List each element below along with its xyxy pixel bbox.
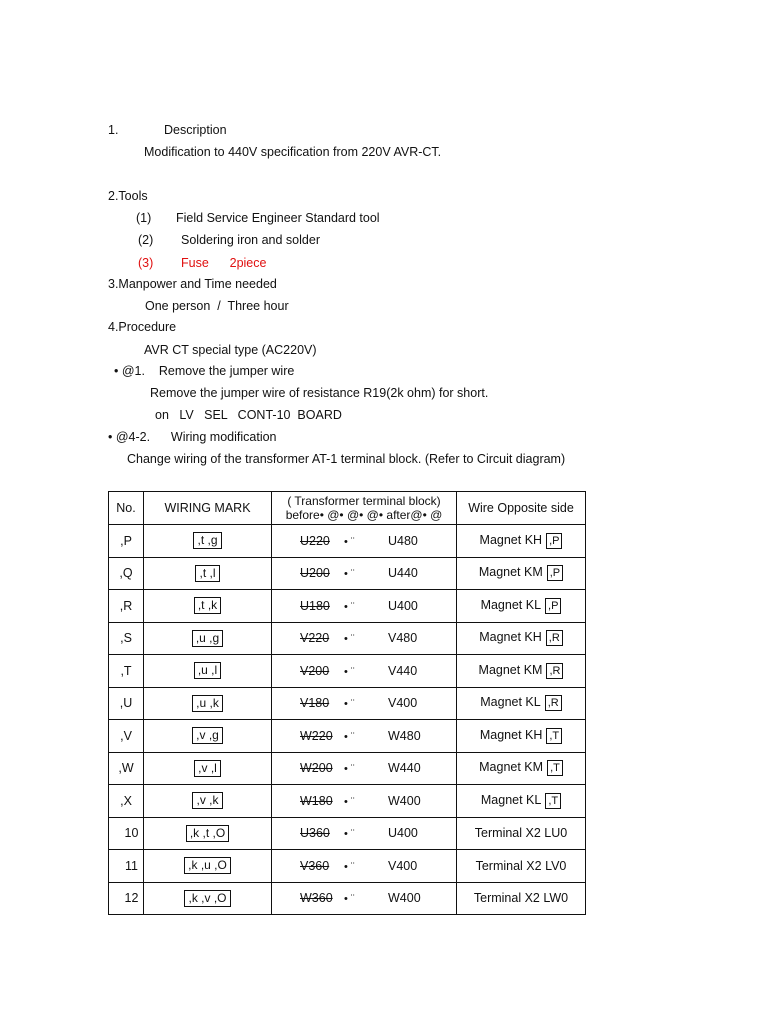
opposite-terminal-box: ,R	[545, 695, 562, 711]
wiring-mark: ,k ,v ,O	[184, 890, 230, 907]
wiring-mark: ,u ,g	[192, 630, 223, 647]
opposite-terminal-box: ,P	[546, 533, 562, 549]
wiring-mark: ,k ,t ,O	[186, 825, 229, 842]
opposite-side-label: Terminal X2 LV0	[475, 858, 567, 873]
tool-2-text: Soldering iron and solder	[181, 233, 320, 247]
row-number: 12	[109, 882, 144, 915]
table-row	[109, 720, 586, 753]
step-2-text: Change wiring of the transformer AT-1 terminal block. (Refer to Circuit diagram)	[127, 452, 566, 466]
opposite-side-label: Magnet KL	[480, 597, 542, 612]
header-terminal-block	[272, 492, 457, 525]
row-number: ,P	[109, 525, 144, 558]
wiring-mark: ,t ,g	[193, 532, 221, 549]
table-row	[109, 557, 586, 590]
opposite-terminal-box: ,R	[546, 630, 563, 646]
opposite-side-cell	[457, 557, 586, 590]
section-1-text: Modification to 440V specification from 220V AVR-CT.	[144, 145, 442, 159]
row-number: ,R	[109, 590, 144, 623]
opposite-side-cell	[457, 882, 586, 915]
terminal-change-cell	[272, 720, 457, 753]
before-terminal: U180	[300, 598, 330, 613]
after-terminal: U440	[388, 566, 418, 581]
before-terminal: U200	[300, 566, 330, 581]
wiring-mark-cell	[144, 817, 272, 850]
terminal-change-cell	[272, 752, 457, 785]
opposite-side-label: Magnet KH	[479, 532, 543, 547]
after-terminal: V480	[388, 631, 418, 646]
table-row	[109, 655, 586, 688]
opposite-side-label: Magnet KM	[478, 662, 543, 677]
arrow-glyph: • ¨	[344, 633, 355, 646]
wiring-mark: ,u ,k	[192, 695, 223, 712]
section-1-number: 1.	[108, 123, 119, 137]
before-terminal: U360	[300, 826, 330, 841]
tool-1-text: Field Service Engineer Standard tool	[176, 211, 380, 225]
section-3-title: 3.Manpower and Time needed	[108, 277, 277, 291]
wiring-mark-cell	[144, 525, 272, 558]
wiring-mark-cell	[144, 687, 272, 720]
opposite-side-label: Magnet KL	[480, 792, 542, 807]
wiring-mark: ,v ,g	[192, 727, 223, 744]
table-header-row	[109, 492, 586, 525]
terminal-change-cell	[272, 687, 457, 720]
opposite-terminal-box: ,P	[545, 598, 561, 614]
header-no: No.	[109, 492, 144, 525]
after-terminal: U480	[388, 533, 418, 548]
opposite-terminal-box: ,P	[547, 565, 563, 581]
before-terminal: V360	[300, 858, 330, 873]
section-4-subtitle: AVR CT special type (AC220V)	[144, 343, 317, 357]
row-number: ,W	[109, 752, 144, 785]
step-1-text-1: Remove the jumper wire of resistance R19(2k ohm) for short.	[150, 386, 489, 400]
before-terminal: U220	[300, 533, 330, 548]
opposite-side-label: Magnet KM	[479, 760, 544, 775]
after-terminal: W480	[388, 728, 421, 743]
section-2-title: 2.Tools	[108, 189, 148, 203]
header-opposite-side: Wire Opposite side	[457, 492, 586, 525]
opposite-side-cell	[457, 785, 586, 818]
wiring-mark: ,t ,k	[194, 597, 221, 614]
arrow-glyph: • ¨	[344, 730, 355, 743]
row-number: ,T	[109, 655, 144, 688]
opposite-side-label: Magnet KM	[478, 565, 543, 580]
arrow-glyph: • ¨	[344, 860, 355, 873]
after-terminal: U400	[388, 598, 418, 613]
opposite-terminal-box: ,T	[547, 760, 563, 776]
table-row	[109, 850, 586, 883]
before-terminal: V200	[300, 663, 330, 678]
opposite-side-label: Magnet KH	[479, 727, 543, 742]
before-terminal: W200	[300, 761, 333, 776]
before-terminal: V220	[300, 631, 330, 646]
wiring-mark-cell	[144, 752, 272, 785]
wiring-mark-cell	[144, 590, 272, 623]
opposite-terminal-box: ,T	[546, 728, 562, 744]
opposite-side-cell	[457, 622, 586, 655]
wiring-mark: ,u ,l	[194, 662, 221, 679]
arrow-glyph: • ¨	[344, 763, 355, 776]
wiring-mark-cell	[144, 882, 272, 915]
terminal-change-cell	[272, 882, 457, 915]
wiring-mark-cell	[144, 557, 272, 590]
after-terminal: V400	[388, 696, 418, 711]
opposite-side-cell	[457, 752, 586, 785]
opposite-terminal-box: ,T	[545, 793, 561, 809]
step-2-heading: • @4-2. Wiring modification	[108, 430, 277, 444]
wiring-mark-cell	[144, 720, 272, 753]
terminal-change-cell	[272, 525, 457, 558]
wiring-mark-cell	[144, 850, 272, 883]
table-row	[109, 752, 586, 785]
wiring-mark: ,t ,l	[195, 565, 219, 582]
opposite-terminal-box: ,R	[546, 663, 563, 679]
tool-3-number: (3)	[138, 256, 154, 270]
arrow-glyph: • ¨	[344, 795, 355, 808]
table-row	[109, 590, 586, 623]
opposite-side-label: Terminal X2 LU0	[474, 826, 568, 841]
table-row	[109, 817, 586, 850]
row-number: ,U	[109, 687, 144, 720]
tool-1-number: (1)	[136, 211, 152, 225]
arrow-glyph: • ¨	[344, 535, 355, 548]
before-terminal: V180	[300, 696, 330, 711]
after-terminal: W400	[388, 793, 421, 808]
table-row	[109, 882, 586, 915]
row-number: 10	[109, 817, 144, 850]
arrow-glyph: • ¨	[344, 600, 355, 613]
row-number: ,X	[109, 785, 144, 818]
row-number: ,V	[109, 720, 144, 753]
header-wiring-mark: WIRING MARK	[144, 492, 272, 525]
opposite-side-cell	[457, 525, 586, 558]
header-terminal-block-line1: ( Transformer terminal block)	[287, 494, 441, 508]
header-terminal-block-line2: before• @• @• @• after@• @	[285, 508, 443, 522]
wiring-mark-cell	[144, 655, 272, 688]
step-1-heading: • @1. Remove the jumper wire	[114, 364, 295, 378]
terminal-change-cell	[272, 557, 457, 590]
opposite-side-label: Terminal X2 LW0	[473, 891, 569, 906]
section-1-title: Description	[164, 123, 227, 137]
step-1-text-2: on LV SEL CONT-10 BOARD	[155, 408, 342, 422]
after-terminal: V400	[388, 858, 418, 873]
wiring-mark-cell	[144, 622, 272, 655]
arrow-glyph: • ¨	[344, 698, 355, 711]
opposite-side-cell	[457, 590, 586, 623]
wiring-mark: ,v ,l	[194, 760, 221, 777]
opposite-side-cell	[457, 850, 586, 883]
arrow-glyph: • ¨	[344, 568, 355, 581]
terminal-change-cell	[272, 817, 457, 850]
tool-2-number: (2)	[138, 233, 154, 247]
terminal-change-cell	[272, 655, 457, 688]
terminal-change-cell	[272, 785, 457, 818]
terminal-change-cell	[272, 622, 457, 655]
wiring-mark: ,v ,k	[192, 792, 222, 809]
wiring-mark: ,k ,u ,O	[184, 857, 231, 874]
opposite-side-label: Magnet KH	[479, 630, 542, 645]
section-4-title: 4.Procedure	[108, 320, 177, 334]
after-terminal: V440	[388, 663, 418, 678]
opposite-side-cell	[457, 655, 586, 688]
table-row	[109, 622, 586, 655]
after-terminal: U400	[388, 826, 418, 841]
table-row	[109, 687, 586, 720]
arrow-glyph: • ¨	[344, 893, 355, 906]
arrow-glyph: • ¨	[344, 665, 355, 678]
row-number: ,S	[109, 622, 144, 655]
arrow-glyph: • ¨	[344, 828, 355, 841]
opposite-side-cell	[457, 687, 586, 720]
before-terminal: W180	[300, 793, 333, 808]
row-number: 11	[109, 850, 144, 883]
after-terminal: W440	[388, 761, 421, 776]
before-terminal: W360	[300, 891, 333, 906]
after-terminal: W400	[388, 891, 421, 906]
tool-3-text: Fuse 2piece	[181, 256, 267, 270]
table-row	[109, 785, 586, 818]
wiring-mark-cell	[144, 785, 272, 818]
opposite-side-label: Magnet KL	[480, 695, 541, 710]
terminal-change-cell	[272, 590, 457, 623]
before-terminal: W220	[300, 728, 333, 743]
terminal-change-cell	[272, 850, 457, 883]
opposite-side-cell	[457, 720, 586, 753]
table-row	[109, 525, 586, 558]
row-number: ,Q	[109, 557, 144, 590]
section-3-text: One person / Three hour	[145, 299, 289, 313]
opposite-side-cell	[457, 817, 586, 850]
wiring-table	[108, 491, 586, 915]
